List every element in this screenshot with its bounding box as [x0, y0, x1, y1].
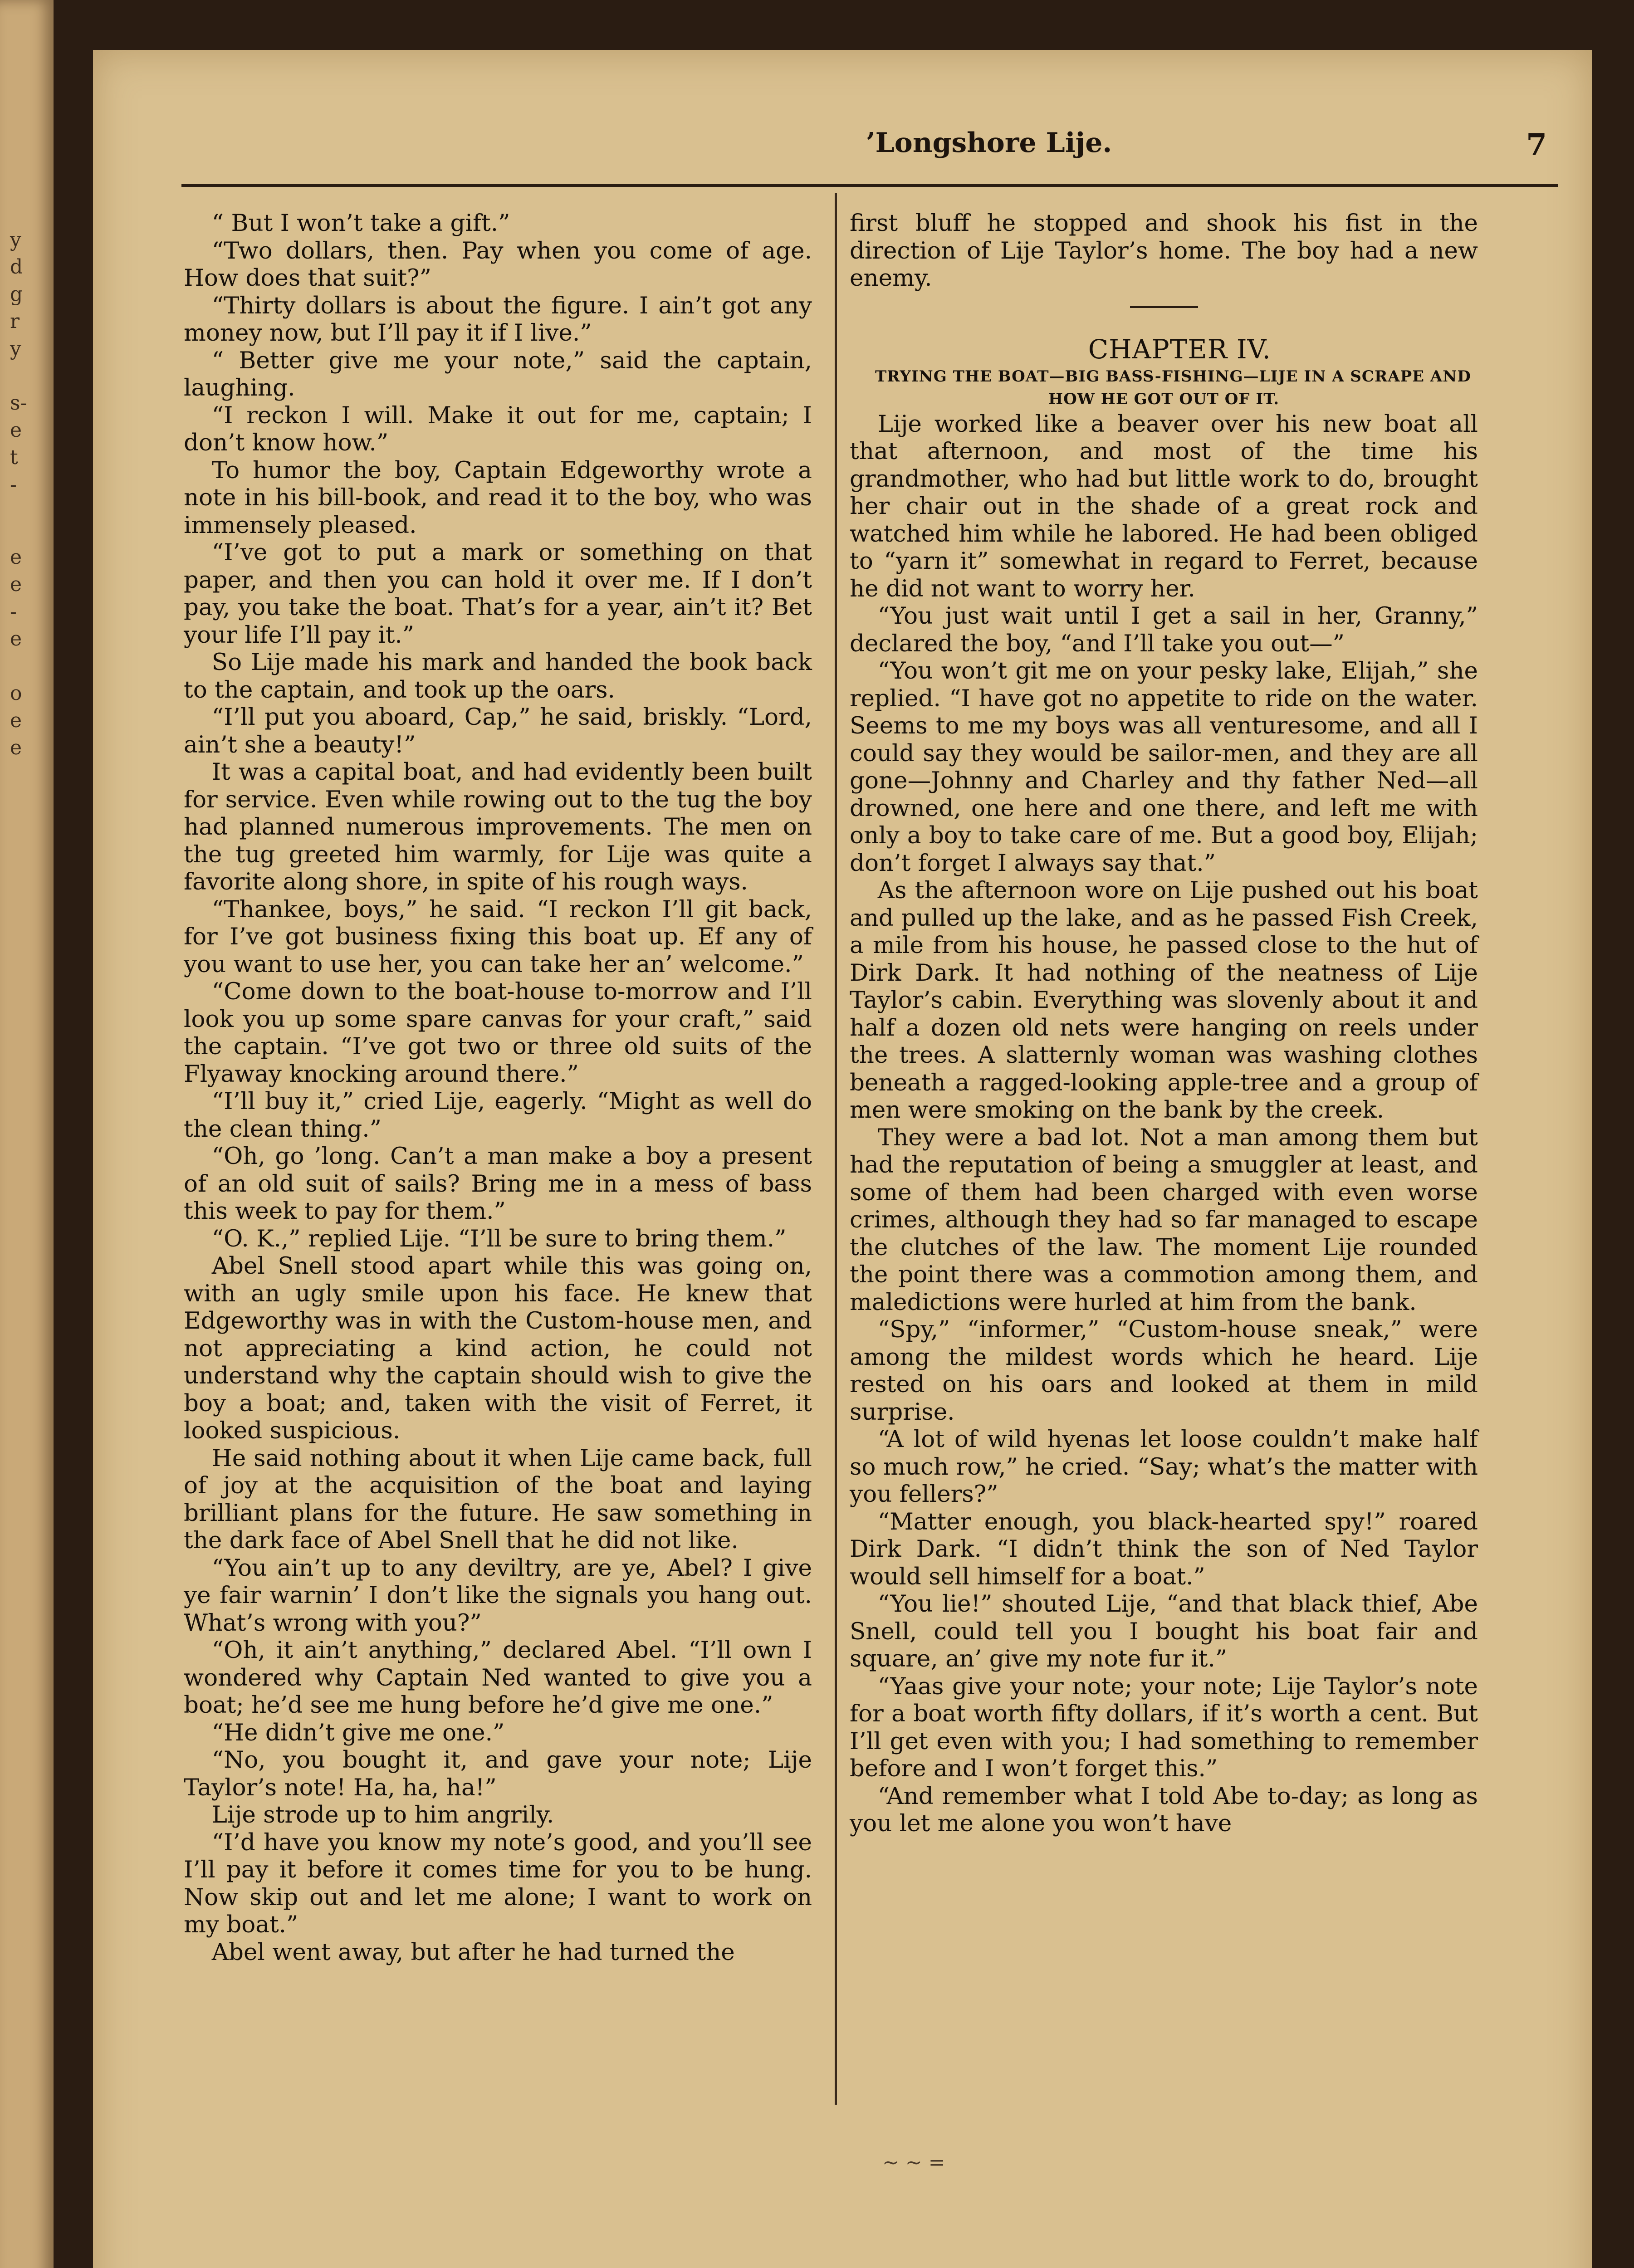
margin-fragment: - [10, 473, 17, 496]
margin-fragment: - [10, 600, 17, 623]
paragraph: As the afternoon wore on Lije pushed out his boat and pulled up the lake, and as he passed Fish Creek, a mile from his house, he passed close to the hut of Dirk Dark. It had nothing of the neatness of Lije Taylor’s cabin. Everything was slovenly about it and half a dozen old nets were hanging on reels under the trees. A slatternly woman was washing clothes beneath a ragged-looking apple-tree and a group of men were smoking on the bank by the creek. [850, 877, 1478, 1124]
paragraph: “I reckon I will. Make it out for me, captain; I don’t know how.” [184, 401, 812, 456]
paragraph: “Yaas give your note; your note; Lije Taylor’s note for a boat worth fifty dollars, if it’s worth a cent. But I’ll get even with you; I had something to remember before and I won’t forget this.” [850, 1672, 1478, 1782]
margin-fragment: e [10, 546, 22, 569]
paragraph: “No, you bought it, and gave your note; Lije Taylor’s note! Ha, ha, ha!” [184, 1746, 812, 1801]
paragraph: “You won’t git me on your pesky lake, Elijah,” she replied. “I have got no appetite to ride on the water. Seems to me my boys was all venturesome, and all I could say they would be sailor-men, and they are all gone—Johnny and Charley and thy father Ned—all drowned, one here and one there, and left me with only a boy to take care of me. But a good boy, Elijah; don’t forget I always say that.” [850, 657, 1478, 877]
previous-page-edge [0, 0, 54, 2268]
column-rule [835, 193, 837, 2105]
margin-fragment: e [10, 627, 22, 650]
paragraph: Lije worked like a beaver over his new boat all that afternoon, and most of the time his grandmother, who had but little work to do, brought her chair out in the shade of a great rock and watched him while he labored. He had been obliged to “yarn it” somewhat in regard to Ferret, because he did not want to worry her. [850, 410, 1478, 602]
chapter-title: CHAPTER IV. [1088, 333, 1271, 365]
paragraph: Abel Snell stood apart while this was going on, with an ugly smile upon his face. He knew that Edgeworthy was in with the Custom-house men, and not appreciating a kind action, he could not understand why the captain should wish to give the boy a boat; and, taken with the visit of Ferret, it looked suspicious. [184, 1252, 812, 1444]
margin-fragment: e [10, 736, 22, 759]
margin-fragment: r [10, 310, 20, 333]
paragraph: “Come down to the boat-house to-morrow and I’ll look you up some spare canvas for your craft,” said the captain. “I’ve got two or three old suits of the Flyaway knocking around there.” [184, 978, 812, 1088]
paragraph: To humor the boy, Captain Edgeworthy wrote a note in his bill-book, and read it to the boy, who was immensely pleased. [184, 456, 812, 539]
left-column [184, 210, 812, 1966]
margin-fragment: e [10, 419, 22, 442]
margin-fragment: d [10, 255, 23, 279]
paragraph: Lije strode up to him angrily. [211, 1801, 554, 1828]
paragraph: “A lot of wild hyenas let loose couldn’t make half so much row,” he cried. “Say; what’s the matter with you fellers?” [850, 1426, 1478, 1508]
paragraph: They were a bad lot. Not a man among them but had the reputation of being a smuggler at least, and some of them had been charged with even worse crimes, although they had so far managed to escape the clutches of the law. The moment Lije rounded the point there was a commotion among them, and maledictions were hurled at him from the bank. [850, 1124, 1478, 1316]
paragraph: So Lije made his mark and handed the book back to the captain, and took up the oars. [184, 649, 812, 704]
paragraph: “He didn’t give me one.” [211, 1719, 505, 1746]
right-column [850, 210, 1478, 1838]
paragraph: “Thankee, boys,” he said. “I reckon I’ll git back, for I’ve got business fixing this boat up. Ef any of you want to use her, you can take her an’ welcome.” [184, 895, 812, 978]
chapter-summary: TRYING THE BOAT—BIG BASS-FISHING—LIJE IN A SCRAPE AND HOW HE GOT OUT OF IT. [875, 367, 1471, 408]
paragraph: He said nothing about it when Lije came back, full of joy at the acquisition of the boat and laying brilliant plans for the future. He saw something in the dark face of Abel Snell that he did not like. [184, 1444, 812, 1554]
magazine-page [93, 50, 1592, 2268]
margin-fragment: t [10, 446, 18, 469]
margin-fragment: s- [10, 391, 27, 415]
margin-fragment: e [10, 573, 22, 596]
paragraph: “You lie!” shouted Lije, “and that black thief, Abe Snell, could tell you I bought his boat fair and square, an’ give my note fur it.” [850, 1590, 1478, 1672]
margin-fragment: g [10, 283, 23, 306]
paragraph: “I’d have you know my note’s good, and you’ll see I’ll pay it before it comes time for you to be hung. Now skip out and let me alone; I want to work on my boat.” [184, 1828, 812, 1938]
margin-fragment: o [10, 682, 22, 705]
paragraph: “Two dollars, then. Pay when you come of age. How does that suit?” [184, 237, 812, 292]
chapter-separator [1130, 306, 1198, 308]
paragraph: “Matter enough, you black-hearted spy!” roared Dirk Dark. “I didn’t think the son of Ned Taylor would sell himself for a boat.” [850, 1508, 1478, 1590]
paragraph: “Oh, go ’long. Can’t a man make a boy a present of an old suit of sails? Bring me in a mess of bass this week to pay for them.” [184, 1143, 812, 1225]
paragraph: “O. K.,” replied Lije. “I’ll be sure to bring them.” [211, 1225, 787, 1252]
paragraph: “Spy,” “informer,” “Custom-house sneak,” were among the mildest words which he heard. Lije rested on his oars and looked at them in mild surprise. [850, 1316, 1478, 1426]
paragraph: “I’ve got to put a mark or something on that paper, and then you can hold it over me. If I don’t pay, you take the boat. That’s for a year, ain’t it? Bet your life I’ll pay it.” [184, 539, 812, 649]
header-rule [181, 184, 1558, 187]
paragraph: “ Better give me your note,” said the captain, laughing. [184, 347, 812, 401]
margin-fragment: e [10, 709, 22, 732]
margin-fragment: y [10, 228, 21, 251]
running-head [181, 127, 1556, 181]
paragraph: “ But I won’t take a gift.” [211, 210, 510, 237]
paragraph: It was a capital boat, and had evidently been built for service. Even while rowing out to the tug the boy had planned numerous improvements. The men on the tug greeted him warmly, for Lije was quite a favorite along shore, in spite of his rough ways. [184, 758, 812, 895]
paragraph: first bluff he stopped and shook his fist in the direction of Lije Taylor’s home. The boy had a new enemy. [850, 210, 1478, 292]
printer-ornament: ~ ~ = [882, 2151, 945, 2174]
paragraph: “I’ll put you aboard, Cap,” he said, briskly. “Lord, ain’t she a beauty!” [184, 704, 812, 758]
paragraph: “You just wait until I get a sail in her, Granny,” declared the boy, “and I’ll take you out—” [850, 602, 1478, 657]
paragraph: “And remember what I told Abe to-day; as long as you let me alone you won’t have [850, 1782, 1478, 1837]
paragraph: “I’ll buy it,” cried Lije, eagerly. “Might as well do the clean thing.” [184, 1088, 812, 1143]
paragraph: Abel went away, but after he had turned the [211, 1938, 735, 1966]
margin-fragment: y [10, 337, 21, 360]
paragraph: “Thirty dollars is about the figure. I ain’t got any money now, but I’ll pay it if I live.” [184, 292, 812, 347]
paragraph: “Oh, it ain’t anything,” declared Abel. “I’ll own I wondered why Captain Ned wanted to give you a boat; he’d see me hung before he’d give me one.” [184, 1637, 812, 1719]
paragraph: “You ain’t up to any deviltry, are ye, Abel? I give ye fair warnin’ I don’t like the signals you hang out. What’s wrong with you?” [184, 1554, 812, 1637]
page-number: 7 [1526, 127, 1547, 162]
running-title: ’Longshore Lije. [866, 127, 1112, 159]
